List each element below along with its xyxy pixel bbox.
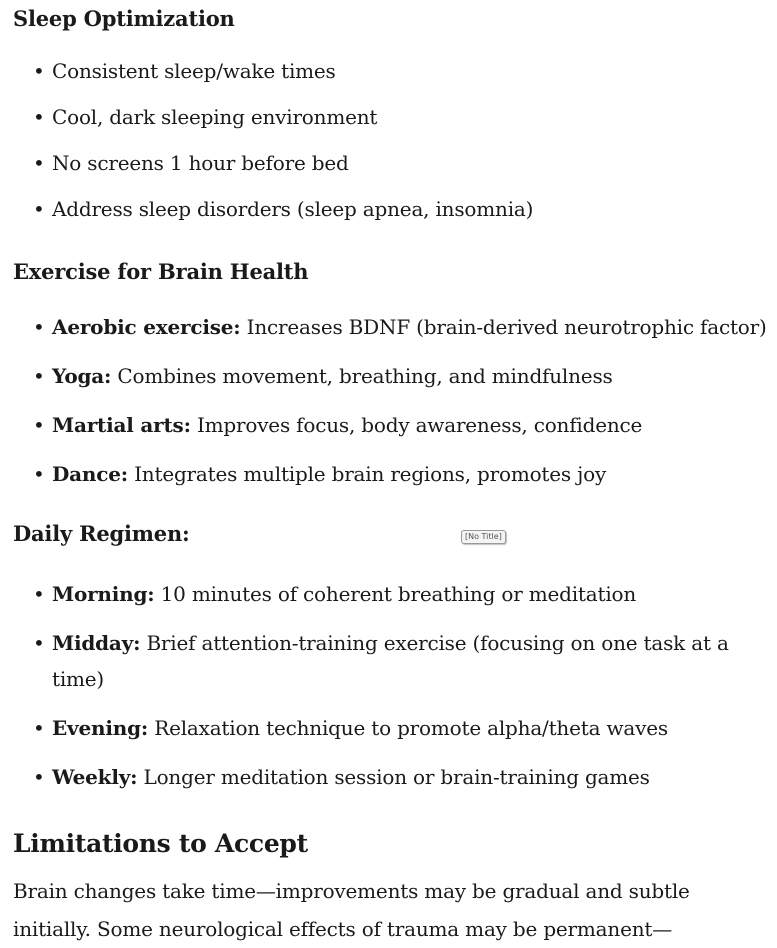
section-heading-exercise: Exercise for Brain Health [13, 259, 309, 284]
sleep-list [13, 53, 533, 227]
item-term: Evening: [52, 716, 149, 740]
no-title-tag: [No Title] [461, 530, 506, 544]
bullet: • [33, 364, 45, 388]
bullet: • [33, 151, 45, 175]
bullet: • [33, 105, 45, 129]
list-item: • No screens 1 hour before bed [13, 145, 533, 181]
item-term: Morning: [52, 582, 155, 606]
item-term: Aerobic exercise: [52, 315, 241, 339]
bullet: • [33, 59, 45, 83]
list-item: • Midday: Brief attention-training exercise (focusing on one task at a time) [13, 625, 742, 697]
list-item: • Martial arts: Improves focus, body awareness, confidence [13, 407, 767, 443]
bullet: • [33, 582, 45, 606]
item-term: Midday: [52, 631, 141, 655]
list-item: • Morning: 10 minutes of coherent breathing or meditation [13, 576, 742, 612]
bullet: • [33, 413, 45, 437]
bullet: • [33, 765, 45, 789]
item-term: Yoga: [52, 364, 112, 388]
bullet: • [33, 631, 45, 655]
list-item: • Aerobic exercise: Increases BDNF (brain-derived neurotrophic factor) [13, 309, 767, 345]
bullet: • [33, 197, 45, 221]
section-heading-limitations: Limitations to Accept [13, 829, 308, 858]
item-term: Weekly: [52, 765, 138, 789]
list-item: • Evening: Relaxation technique to promote alpha/theta waves [13, 710, 742, 746]
exercise-list [13, 309, 767, 492]
list-item: • Dance: Integrates multiple brain regions, promotes joy [13, 456, 767, 492]
list-item: • Consistent sleep/wake times [13, 53, 533, 89]
limitations-paragraph: Brain changes take time—improvements may be gradual and subtle initially. Some neurological effects of trauma may be permanent— [13, 879, 690, 941]
item-term: Dance: [52, 462, 128, 486]
daily-regimen-list [13, 576, 742, 795]
bullet: • [33, 716, 45, 740]
list-item: • Yoga: Combines movement, breathing, and mindfulness [13, 358, 767, 394]
section-heading-sleep: Sleep Optimization [13, 6, 235, 31]
section-heading-daily-regimen: Daily Regimen: [13, 521, 190, 546]
list-item: • Address sleep disorders (sleep apnea, insomnia) [13, 191, 533, 227]
bullet: • [33, 462, 45, 486]
list-item: • Weekly: Longer meditation session or brain-training games [13, 759, 742, 795]
bullet: • [33, 315, 45, 339]
item-term: Martial arts: [52, 413, 191, 437]
list-item: • Cool, dark sleeping environment [13, 99, 533, 135]
